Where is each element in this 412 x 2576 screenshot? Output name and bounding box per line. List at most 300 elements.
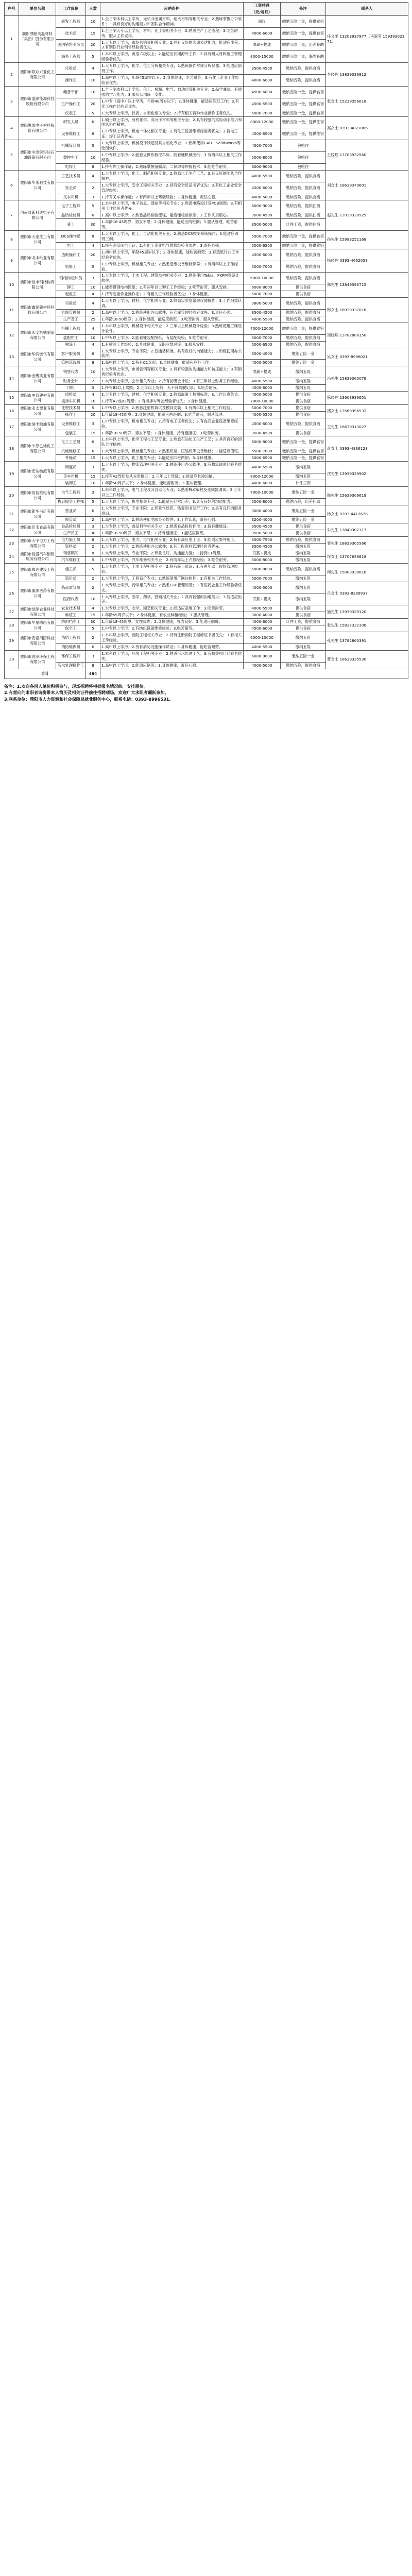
job-position: 喷涂工 bbox=[56, 341, 86, 348]
job-position: 营业员 bbox=[56, 505, 86, 517]
job-count: 20 bbox=[86, 39, 100, 51]
company-contact: 孙先生 15993252168 bbox=[326, 231, 408, 249]
job-position: 造价员 bbox=[56, 575, 86, 582]
table-row bbox=[5, 619, 408, 625]
company-contact: 周经理 13782888150 bbox=[326, 323, 408, 348]
job-count: 10 bbox=[86, 152, 100, 164]
job-salary: 8000-15000 bbox=[244, 51, 281, 63]
job-salary: 3000-4000 bbox=[244, 612, 281, 619]
job-salary: 4500-5500 bbox=[244, 98, 281, 110]
company-contact: 朱先生 13849302117 bbox=[326, 523, 408, 537]
job-position: 质检员 bbox=[56, 392, 86, 398]
job-count: 8 bbox=[86, 360, 100, 366]
company-contact: 褚女士 13569396532 bbox=[326, 404, 408, 418]
job-salary: 5000-8000 bbox=[244, 556, 281, 563]
row-seq: 4 bbox=[5, 116, 19, 140]
job-requirements: 1.高中以上学历；2.能适应倒班；3.身体健康，责任心强。 bbox=[100, 662, 244, 669]
company-contact: 张先生 15837332106 bbox=[326, 619, 408, 632]
header-contact: 联系人 bbox=[326, 3, 408, 16]
job-position: 销售代表 bbox=[56, 366, 86, 378]
job-position: 电气工程师 bbox=[56, 486, 86, 498]
job-salary: 8000-12000 bbox=[244, 116, 281, 128]
company-contact: 许女士 13707639818 bbox=[326, 550, 408, 564]
row-seq: 14 bbox=[5, 366, 19, 392]
job-note: 缴纳五险，提供食宿 bbox=[281, 334, 326, 341]
job-position: 纺织挡车工 bbox=[56, 619, 86, 625]
job-count: 4 bbox=[86, 242, 100, 249]
table-row bbox=[5, 323, 408, 334]
job-note: 缴纳五险，提供食宿 bbox=[281, 75, 326, 87]
job-requirements: 1.大专以上学历，专业不限；2.普通话标准，具有良好的沟通能力；3.熟练使用办公软件。 bbox=[100, 348, 244, 360]
table-row bbox=[5, 392, 408, 398]
job-position: 叉车司机 bbox=[56, 194, 86, 200]
job-count: 8 bbox=[86, 231, 100, 243]
job-count: 6 bbox=[86, 128, 100, 140]
job-count: 3 bbox=[86, 486, 100, 498]
job-note: 缴纳五险，提供食宿 bbox=[281, 273, 326, 284]
job-count: 4 bbox=[86, 392, 100, 398]
job-salary: 4000-6000 bbox=[244, 480, 281, 486]
job-requirements: 1.高中以上学历；2.熟悉品质检验流程，能看懂检验标准；3.工作认真细心。 bbox=[100, 212, 244, 219]
row-seq: 23 bbox=[5, 537, 19, 550]
table-row bbox=[5, 348, 408, 360]
job-position: 普工 bbox=[56, 219, 86, 231]
job-position: 设备维修工 bbox=[56, 128, 86, 140]
job-position: 造纸操作工 bbox=[56, 249, 86, 261]
company-name: 濮阳市中原锐实达石油设备有限公司 bbox=[19, 140, 56, 171]
job-salary: 底薪+提成 bbox=[244, 39, 281, 51]
job-position: 生产员工 bbox=[56, 530, 86, 537]
job-position: 工艺技术员 bbox=[56, 170, 86, 182]
job-count: 3 bbox=[86, 523, 100, 530]
job-position: 化工工艺员 bbox=[56, 436, 86, 448]
job-position: 库管员 bbox=[56, 517, 86, 523]
job-count: 2 bbox=[86, 310, 100, 316]
job-count: 8 bbox=[86, 662, 100, 669]
job-salary: 5000-7000 bbox=[244, 404, 281, 411]
job-salary: 7000-12000 bbox=[244, 323, 281, 334]
job-note: 缴纳五险一金 bbox=[281, 505, 326, 517]
row-seq: 8 bbox=[5, 231, 19, 249]
job-position: 操作工 bbox=[56, 411, 86, 418]
job-position: 电力施工员 bbox=[56, 537, 86, 544]
job-count: 6 bbox=[86, 116, 100, 128]
job-note: 提供食宿 bbox=[281, 291, 326, 298]
job-requirements: 1.年龄18-50周岁，男女不限；2.持有健康证；3.能适应倒班。 bbox=[100, 530, 244, 537]
company-contact: 韩先生 15639306619 bbox=[326, 486, 408, 505]
job-note: 缴纳五险一金，提供食宿 bbox=[281, 436, 326, 448]
job-position: 生产普工 bbox=[56, 316, 86, 323]
job-note: 缴纳五险，提供食宿 bbox=[281, 662, 326, 669]
job-requirements: 1.大专以上学历，物流管理相关专业；2.熟练使用办公软件；3.有物流调度经验者优先。 bbox=[100, 462, 244, 473]
job-salary: 底薪+提成 bbox=[244, 550, 281, 557]
table-row bbox=[5, 86, 408, 98]
job-position: 仓库管理员 bbox=[56, 310, 86, 316]
job-requirements: 1.本科以上学历，环境工程相关专业；2.熟悉污水处理工艺；3.有相关项目经验者优先。 bbox=[100, 650, 244, 662]
job-note: 缴纳五险 bbox=[281, 575, 326, 582]
job-note: 提供食宿 bbox=[281, 523, 326, 530]
job-requirements: 1.持有叉车操作证；2.有两年以上驾驶经验；3.身体健康，责任心强。 bbox=[100, 194, 244, 200]
company-contact: 王经理 13703932560 bbox=[326, 140, 408, 171]
row-seq: 9 bbox=[5, 249, 19, 273]
table-row bbox=[5, 249, 408, 261]
job-salary: 8000-12000 bbox=[244, 473, 281, 480]
job-listing-table bbox=[4, 2, 408, 679]
job-note: 缴纳五险一金 bbox=[281, 517, 326, 523]
job-note: 缴纳五险，提供食宿 bbox=[281, 194, 326, 200]
job-count: 5 bbox=[86, 261, 100, 273]
job-requirements: 1.年龄18-50周岁；2.身体健康，能适应倒班；3.吃苦耐劳，服从管理。 bbox=[100, 316, 244, 323]
job-note: 缴纳五险 bbox=[281, 643, 326, 650]
row-seq: 20 bbox=[5, 486, 19, 505]
job-position: 储备干部 bbox=[56, 86, 86, 98]
job-count: 30 bbox=[86, 619, 100, 625]
table-row bbox=[5, 550, 408, 557]
job-salary: 4000-5000 bbox=[244, 360, 281, 366]
job-salary: 7000-10000 bbox=[244, 398, 281, 404]
job-note: 缴纳五险 bbox=[281, 582, 326, 594]
job-count: 20 bbox=[86, 249, 100, 261]
job-position: 搅拌车司机 bbox=[56, 398, 86, 404]
job-salary: 4500-6000 bbox=[244, 418, 281, 430]
job-position: 电工 bbox=[56, 242, 86, 249]
header-salary: 工资待遇 bbox=[244, 3, 281, 9]
job-salary: 6000-8000 bbox=[244, 436, 281, 448]
job-position: 消防工程师 bbox=[56, 632, 86, 644]
job-note: 包吃住 bbox=[281, 140, 326, 152]
job-count: 30 bbox=[86, 530, 100, 537]
job-count: 15 bbox=[86, 430, 100, 436]
company-name: 濮阳市昌盛汽车销售服务有限公司 bbox=[19, 550, 56, 564]
row-seq: 11 bbox=[5, 298, 19, 323]
job-note: 缴纳五险一金，提供食宿 bbox=[281, 98, 326, 110]
job-count: 2 bbox=[86, 575, 100, 582]
row-seq: 21 bbox=[5, 505, 19, 523]
table-row bbox=[5, 298, 408, 310]
job-requirements: 1.高中以上学历；2.熟练使用电脑办公软件；3.工作认真，责任心强。 bbox=[100, 517, 244, 523]
table-row bbox=[5, 366, 408, 378]
job-note: 缴纳五险一金，提供食宿 bbox=[281, 448, 326, 455]
job-salary: 5500-7000 bbox=[244, 448, 281, 455]
table-row bbox=[5, 404, 408, 411]
row-seq: 6 bbox=[5, 170, 19, 200]
row-seq: 22 bbox=[5, 523, 19, 537]
job-position: 钢结构设计员 bbox=[56, 273, 86, 284]
job-salary: 面议 bbox=[244, 15, 281, 27]
job-requirements: 1.中专以上学历；2.能看懂装配图纸，有装配经验；3.吃苦耐劳。 bbox=[100, 334, 244, 341]
job-requirements: 1.全日制大专以上学历，材料、化工等相关专业；2.熟悉生产工艺流程；3.吃苦耐劳，服从工作安排。 bbox=[100, 27, 244, 39]
job-count: 2 bbox=[86, 632, 100, 644]
job-note: 缴纳五险 bbox=[281, 550, 326, 557]
job-count: 4 bbox=[86, 298, 100, 310]
job-requirements: 1.硕士以上学历，有机化学、高分子材料等相关专业；2.具有较强的实验动手能力和团队协作精神。 bbox=[100, 116, 244, 128]
job-note: 计件工资，提供食宿 bbox=[281, 619, 326, 625]
company-name: 濮阳濮耐高温材料（集团）股份有限公司 bbox=[19, 15, 56, 62]
job-note: 缴纳五险一金，提供食宿 bbox=[281, 231, 326, 243]
job-requirements: 1.本科以上学历，英语六级以上；2.能适应长期海外工作；3.具有耐火材料施工管理经验者优先。 bbox=[100, 51, 244, 63]
footnote-line: 2.有意向的求职者请携带本人简历及相关证件前往招聘现场，欢迎广大求职者踊跃参加。 bbox=[4, 690, 169, 696]
job-requirements: 1.高中以上学历，年龄45周岁以下；2.身体健康，吃苦耐劳；3.有化工企业工作经验者优先。 bbox=[100, 75, 244, 87]
header-requirements: 应聘条件 bbox=[100, 3, 244, 16]
job-position: 机械维修工 bbox=[56, 448, 86, 455]
job-salary: 底薪+提成 bbox=[244, 594, 281, 605]
job-position: 仪表工 bbox=[56, 110, 86, 116]
job-count: 3 bbox=[86, 385, 100, 392]
job-position: 电焊工 bbox=[56, 163, 86, 170]
job-salary: 7000-10000 bbox=[244, 486, 281, 498]
job-requirements: 1.中专以上学历，汽车维修相关专业；2.有两年以上汽修经验；3.吃苦耐劳。 bbox=[100, 556, 244, 563]
job-salary: 6000-8000 bbox=[244, 284, 281, 291]
job-position: 管网巡线员 bbox=[56, 360, 86, 366]
row-seq: 15 bbox=[5, 392, 19, 405]
job-salary: 3800-5000 bbox=[244, 298, 281, 310]
total-row bbox=[5, 669, 408, 679]
table-row bbox=[5, 632, 408, 644]
company-contact: 韩女士 18939337016 bbox=[326, 298, 408, 323]
job-position: 装配钳工 bbox=[56, 334, 86, 341]
job-salary: 5000-6500 bbox=[244, 455, 281, 462]
job-count: 15 bbox=[86, 612, 100, 619]
job-salary: 4500-6500 bbox=[244, 128, 281, 140]
job-note: 缴纳五险，提供食宿 bbox=[281, 261, 326, 273]
job-count: 30 bbox=[86, 219, 100, 231]
job-count: 5 bbox=[86, 404, 100, 411]
job-salary: 4000-5500 bbox=[244, 462, 281, 473]
job-count: 4 bbox=[86, 170, 100, 182]
job-count: 2 bbox=[86, 378, 100, 385]
job-requirements: 1.大专以上学历，市场营销等相关专业；2.具有较强的沟通能力和抗压能力；3.有销售经验者优先。 bbox=[100, 366, 244, 378]
company-contact: 吕女士 0393-8289937 bbox=[326, 582, 408, 605]
job-note: 缴纳五险 bbox=[281, 366, 326, 378]
job-note: 缴纳五险一金，提供住宿 bbox=[281, 128, 326, 140]
job-count: 5 bbox=[86, 625, 100, 632]
job-count: 15 bbox=[86, 455, 100, 462]
header-company: 单位名称 bbox=[19, 3, 56, 16]
table-row bbox=[5, 15, 408, 27]
company-contact: 冯先生 15839360078 bbox=[326, 366, 408, 392]
job-requirements: 1.中专以上学历；2.有纺织设备维修经验；3.吃苦耐劳。 bbox=[100, 625, 244, 632]
row-seq: 28 bbox=[5, 619, 19, 632]
job-count: 10 bbox=[86, 594, 100, 605]
job-count: 15 bbox=[86, 27, 100, 39]
company-contact: 施先生 13939329120 bbox=[326, 605, 408, 619]
row-seq: 2 bbox=[5, 63, 19, 87]
job-position: 施工员 bbox=[56, 563, 86, 575]
job-count: 5 bbox=[86, 140, 100, 152]
job-count: 10 bbox=[86, 75, 100, 87]
job-note: 缴纳五险，提供住宿 bbox=[281, 200, 326, 212]
row-seq: 13 bbox=[5, 348, 19, 366]
header-seq: 序号 bbox=[5, 3, 19, 16]
job-requirements: 1.大专以上学历，土木工程相关专业；2.持有施工员证；3.有两年以上现场管理经验。 bbox=[100, 563, 244, 575]
company-name: 濮阳市华星纺织有限公司 bbox=[19, 619, 56, 632]
job-position: 生产操作工 bbox=[56, 98, 86, 110]
table-row bbox=[5, 582, 408, 594]
row-seq: 12 bbox=[5, 323, 19, 348]
job-note: 缴纳五险，提供食宿 bbox=[281, 182, 326, 194]
job-note: 缴纳五险一金，提供食宿 bbox=[281, 242, 326, 249]
job-requirements: 1.持有焊工操作证；2.熟练掌握氩弧焊、二保焊等焊接技术；3.能吃苦耐劳。 bbox=[100, 163, 244, 170]
table-row bbox=[5, 231, 408, 243]
job-salary: 3500-4500 bbox=[244, 430, 281, 436]
job-salary: 5000-8000 bbox=[244, 152, 281, 164]
job-note: 提供食宿 bbox=[281, 605, 326, 612]
job-note: 缴纳五险一金，出差补助 bbox=[281, 39, 326, 51]
job-salary: 5000-7000 bbox=[244, 334, 281, 341]
job-note: 缴纳五险一金 bbox=[281, 650, 326, 662]
company-contact: 秦先生 18839305566 bbox=[326, 537, 408, 550]
job-count: 6 bbox=[86, 212, 100, 219]
job-count: 10 bbox=[86, 398, 100, 404]
job-requirements: 1.大专以上学历，材料、化学相关专业；2.熟悉实验室常规仪器操作；3.工作细致认真。 bbox=[100, 298, 244, 310]
job-count: 25 bbox=[86, 316, 100, 323]
company-name: 濮阳市新华书店有限公司 bbox=[19, 505, 56, 523]
company-name: 濮阳市康源医药有限公司 bbox=[19, 582, 56, 605]
company-contact: 何先生 15003938816 bbox=[326, 563, 408, 582]
row-seq: 25 bbox=[5, 563, 19, 582]
job-note: 缴纳五险 bbox=[281, 462, 326, 473]
job-requirements: 1.全日制本科以上学历，无机非金属材料、耐火材料等相关专业；2.熟练掌握办公软件；3.具有良好的沟通能力和团队合作精神。 bbox=[100, 15, 244, 27]
job-salary: 5000-8000 bbox=[244, 563, 281, 575]
total-label: 合计 bbox=[5, 669, 86, 679]
table-row bbox=[5, 462, 408, 473]
job-salary: 4500-6000 bbox=[244, 182, 281, 194]
job-note: 提供食宿 bbox=[281, 612, 326, 619]
job-note: 缴纳五险，提供食宿 bbox=[281, 298, 326, 310]
job-position: 化验员 bbox=[56, 63, 86, 75]
table-body bbox=[5, 15, 408, 669]
job-salary: 3500-4500 bbox=[244, 348, 281, 360]
job-note: 缴纳五险，提供住宿 bbox=[281, 212, 326, 219]
job-count: 15 bbox=[86, 473, 100, 480]
row-seq: 30 bbox=[5, 650, 19, 669]
job-count: 3 bbox=[86, 194, 100, 200]
job-salary: 4000-5000 bbox=[244, 194, 281, 200]
job-requirements: 1.持有A2或B2驾照；2.有搅拌车驾驶经验者优先；3.身体健康。 bbox=[100, 398, 244, 404]
job-salary: 6000-10000 bbox=[244, 632, 281, 644]
job-count: 6 bbox=[86, 348, 100, 360]
job-requirements: 1.年龄18-50周岁，男女不限；2.身体健康，持有健康证；3.吃苦耐劳。 bbox=[100, 430, 244, 436]
company-name: 濮阳市华润燃气有限公司 bbox=[19, 348, 56, 366]
job-note: 缴纳五险，提供食宿 bbox=[281, 418, 326, 430]
job-salary: 6000-9000 bbox=[244, 650, 281, 662]
job-note: 提供食宿 bbox=[281, 398, 326, 404]
company-name: 濮阳市鑫源新材料科技有限公司 bbox=[19, 298, 56, 323]
row-seq: 3 bbox=[5, 86, 19, 116]
job-requirements: 1.大专以上学历，专业不限；2.形象气质佳，热爱图书发行工作；3.具有良好的服务意识。 bbox=[100, 505, 244, 517]
footnote-line: 3.联系单位：濮阳市人力资源和社会保障局就业服务中心，联系电话：0393-8996531。 bbox=[4, 696, 174, 702]
job-requirements: 1.大专以上学历，机电相关专业；2.能适应经常出差；3.具有良好的沟通能力。 bbox=[100, 498, 244, 505]
job-count: 5 bbox=[86, 51, 100, 63]
job-requirements: 1.能看懂钢结构图纸；2.有两年以上铆工工作经验；3.吃苦耐劳，服从安排。 bbox=[100, 284, 244, 291]
company-contact: 刘女士 18639379601 bbox=[326, 170, 408, 200]
job-salary: 3500-4500 bbox=[244, 544, 281, 550]
job-note: 缴纳五险，提供食宿 bbox=[281, 170, 326, 182]
job-position: 销售顾问 bbox=[56, 550, 86, 557]
row-seq: 1 bbox=[5, 15, 19, 62]
job-salary: 3500-5000 bbox=[244, 219, 281, 231]
job-count: 6 bbox=[86, 643, 100, 650]
job-count: 5 bbox=[86, 110, 100, 116]
job-position: 包装工 bbox=[56, 430, 86, 436]
job-requirements: 1.初中以上学历，年龄45周岁以下；2.身体健康，能吃苦耐劳；3.有造纸行业工作经验者优先。 bbox=[100, 249, 244, 261]
job-requirements: 1.中专以上学历，机电一体化相关专业；2.有化工设备维修经验者优先；3.持电工证、焊工证者优先。 bbox=[100, 128, 244, 140]
job-salary: 4500-6000 bbox=[244, 385, 281, 392]
table-row bbox=[5, 505, 408, 517]
job-note: 包吃住 bbox=[281, 163, 326, 170]
job-count: 10 bbox=[86, 366, 100, 378]
job-position: DCS操作员 bbox=[56, 231, 86, 243]
company-name: 濮阳市联众兴业化工有限公司 bbox=[19, 63, 56, 87]
job-note: 缴纳五险 bbox=[281, 385, 326, 392]
job-note: 缴纳五险，提供食宿 bbox=[281, 537, 326, 544]
row-seq: 19 bbox=[5, 462, 19, 487]
job-position: 资料员 bbox=[56, 544, 86, 550]
job-note: 提供食宿 bbox=[281, 430, 326, 436]
job-note: 缴纳五险 bbox=[281, 556, 326, 563]
job-count: 20 bbox=[86, 411, 100, 418]
job-requirements: 1.本科以上学历，化学工程与工艺专业；2.熟悉石油化工生产工艺；3.具有良好的团队合作精神。 bbox=[100, 436, 244, 448]
job-requirements: 1.大专以上学历，化工、制药相关专业；2.熟悉化工生产工艺；3.有良好的团队合作精神。 bbox=[100, 170, 244, 182]
job-position: 装卸工 bbox=[56, 480, 86, 486]
job-count: 8 bbox=[86, 550, 100, 557]
job-requirements: 1.大专以上学历，工程造价专业；2.熟练使用广联达软件；3.有相关工作经验。 bbox=[100, 575, 244, 582]
job-note: 缴纳五险一金，海外补助 bbox=[281, 51, 326, 63]
company-contact: 孔先生 13782860391 bbox=[326, 632, 408, 651]
job-salary: 4000-6000 bbox=[244, 619, 281, 625]
table-row bbox=[5, 486, 408, 498]
job-requirements: 1.大专以上学历，建材、化学相关专业；2.熟悉混凝土检测标准；3.工作认真负责。 bbox=[100, 392, 244, 398]
job-requirements: 1.中专以上学历；2.能独立操作数控车床，能看懂机械图纸；3.有两年以上相关工作经验。 bbox=[100, 152, 244, 164]
company-contact: 杨女士 0393-4412678 bbox=[326, 505, 408, 523]
job-position: 医药代表 bbox=[56, 594, 86, 605]
job-count: 5 bbox=[86, 498, 100, 505]
job-salary: 4000-5500 bbox=[244, 643, 281, 650]
job-salary: 5000-7000 bbox=[244, 291, 281, 298]
job-salary: 5000-7000 bbox=[244, 110, 281, 116]
job-salary: 6000-9000 bbox=[244, 200, 281, 212]
header-note: 备注 bbox=[281, 3, 326, 16]
row-seq: 29 bbox=[5, 632, 19, 651]
table-row bbox=[5, 650, 408, 662]
job-note: 缴纳五险，提供食宿 bbox=[281, 63, 326, 75]
job-note: 缴纳五险 bbox=[281, 544, 326, 550]
job-salary: 3200-4000 bbox=[244, 517, 281, 523]
company-contact: 张女士 15239356618 bbox=[326, 86, 408, 116]
job-note: 提供食宿 bbox=[281, 411, 326, 418]
job-requirements: 1.持有起重作业操作证；2.有相关工作经验者优先；3.身体健康。 bbox=[100, 291, 244, 298]
job-note: 计件工资，提供住宿 bbox=[281, 219, 326, 231]
job-position: 安全员 bbox=[56, 182, 86, 194]
job-count: 3 bbox=[86, 273, 100, 284]
job-count: 6 bbox=[86, 436, 100, 448]
job-requirements: 1.中专以上学历，机电相关专业；2.持有电工证者优先；3.有食品企业设备维修经验。 bbox=[100, 418, 244, 430]
job-salary: 4000-5000 bbox=[244, 582, 281, 594]
job-requirements: 1.持有A2驾照及从业资格证；2.三年以上驾龄；3.能适应长途运输。 bbox=[100, 473, 244, 480]
job-count: 2 bbox=[86, 182, 100, 194]
job-salary: 5000-7000 bbox=[244, 231, 281, 243]
job-salary: 4000-6000 bbox=[244, 27, 281, 39]
job-requirements: 1.本科以上学历，机械设计相关专业；2.三年以上机械设计经验；3.熟练使用三维设计软件。 bbox=[100, 323, 244, 334]
job-position: 外操员 bbox=[56, 455, 86, 462]
job-note: 缴纳五险一金 bbox=[281, 486, 326, 498]
job-requirements: 1.大专以上学历，化工相关专业；2.能适应四班两倒；3.身体健康。 bbox=[100, 455, 244, 462]
job-position: 品质检验员 bbox=[56, 212, 86, 219]
company-contact: 杨经理 0393-4662058 bbox=[326, 249, 408, 273]
table-row bbox=[5, 170, 408, 182]
company-name: 濮阳惠成电子材料股份有限公司 bbox=[19, 116, 56, 140]
job-salary: 3500-4500 bbox=[244, 212, 281, 219]
